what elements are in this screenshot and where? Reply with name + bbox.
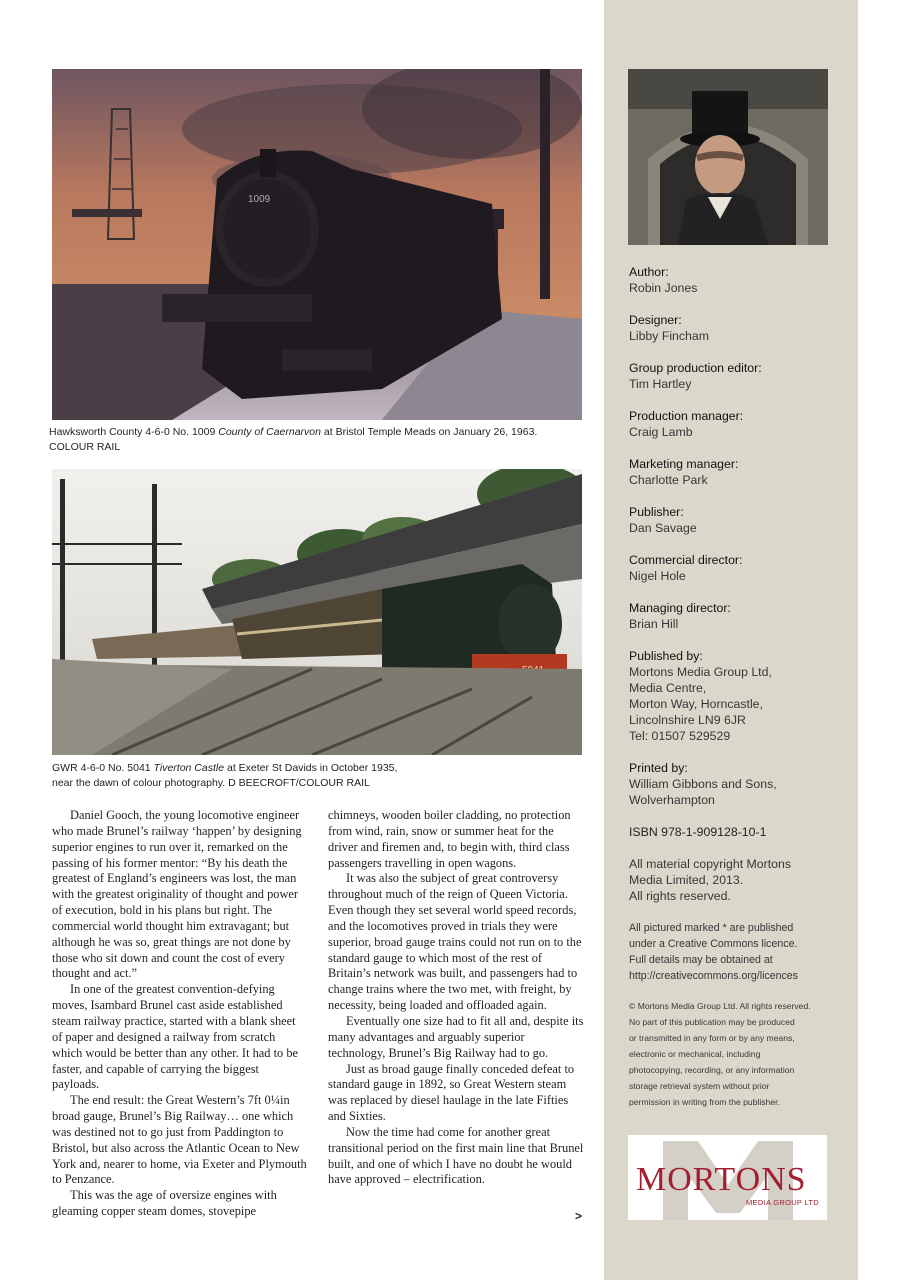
credit-name: Libby Fincham [629,329,709,343]
photo-tiverton-castle [52,469,582,755]
credit-marketing-manager [629,456,844,488]
logo-wordmark: MORTONS [636,1161,807,1198]
caption-1-credit: COLOUR RAIL [49,441,121,453]
article-paragraph: This was the age of oversize engines with gleaming copper steam domes, stovepipe [52,1188,277,1219]
credit-role: Production manager: [629,409,744,423]
article-paragraph: In one of the greatest convention-defying moves, Isambard Brunel cast aside established steam railway practice, started with a blank sheet of paper and designed a railway from scratch which would be better than any other. It had to be faster, and capable of carrying the biggest payloads. [52,982,299,1092]
caption-1-text: Hawksworth County 4-6-0 No. 1009 [49,426,219,438]
credit-name: Mortons Media Group Ltd, Media Centre, Morton Way, Horncastle, Lincolnshire LN9 6JR Tel: 01507 529529 [629,665,772,743]
article-paragraph: Daniel Gooch, the young locomotive engineer who made Brunel’s railway ‘happen’ by designing superior engines to run over it, remarked on the passing of his former mentor: “By his death the greatest of England’s engineers was lost, the man with the greatest originality of thought and power of execution, bold in his plans but right. The commercial world thought him extravagant; but although he was so, great things are not done by those who sit down and count the cost of every thought and act.” [52,808,302,981]
caption-1-locomotive-name: County of Caernarvon [218,426,321,438]
credit-role: Marketing manager: [629,457,739,471]
credit-role: Author: [629,265,669,279]
article-paragraph: It was also the subject of great controversy throughout much of the reign of Queen Victoria. Even though they set several world speed records, and the locomotives proved in trials they were superior, broad gauge trains could not run on to the standard gauge to which most of the rest of Britain’s network was built, and passengers had to change trains where the two met, with freight, by necessity, being loaded and offloaded again. [328,871,582,1013]
article-paragraph: The end result: the Great Western’s 7ft 0¼in broad gauge, Brunel’s Big Railway… one which was destined not to go just from Paddington to Bristol, but also across the Atlantic Ocean to New York and, nearer to home, via Exeter and Plymouth to Penzance. [52,1093,307,1187]
portrait-brunel [628,69,828,245]
caption-photo-1 [49,425,604,455]
caption-2-line2: near the dawn of colour photography. D BEECROFT/COLOUR RAIL [52,777,370,789]
copyright-notice: All material copyright Mortons Media Limited, 2013. All rights reserved. [629,857,791,903]
caption-1-location: at Bristol Temple Meads on January 26, 1963. [320,426,538,438]
credit-published-by [629,648,844,744]
article-paragraph: Just as broad gauge finally conceded defeat to standard gauge in 1892, so Great Western steam was replaced by diesel haulage in the late Fifties and Sixties. [328,1061,575,1124]
credit-role: Printed by: [629,761,688,775]
credit-production-manager [629,408,844,440]
credits-block [629,264,844,1110]
credit-name: Tim Hartley [629,377,692,391]
article-paragraph-continued: chimneys, wooden boiler cladding, no protection from wind, rain, snow or summer heat for the driver and firemen and, to begin with, third class passengers travelling in open wagons. [328,808,571,870]
credit-group-production-editor [629,360,844,392]
mortons-logo [628,1135,827,1220]
credit-role: Publisher: [629,505,684,519]
credit-name: Robin Jones [629,281,698,295]
engine-number-1009: 1009 [248,194,271,205]
credit-publisher [629,504,844,536]
credit-printed-by [629,760,844,808]
article-column-1 [52,808,307,1220]
credit-name: William Gibbons and Sons, Wolverhampton [629,777,777,807]
credit-commercial-director [629,552,844,584]
legal-notice: © Mortons Media Group Ltd. All rights reserved. No part of this publication may be produced or transmitted in any form or by any means, electronic or mechanical, including photocopying, recording, or any information storage retrieval system without prior permission in writing from the publisher. [629,1001,811,1107]
caption-photo-2 [52,761,607,791]
caption-2-location: at Exeter St Davids in October 1935, [224,762,398,774]
credit-name: Dan Savage [629,521,697,535]
photo-county-of-caernarvon [52,69,582,420]
credit-role: Published by: [629,649,703,663]
continue-arrow: > [575,1209,583,1223]
credit-role: Designer: [629,313,682,327]
credit-author [629,264,844,296]
article-paragraph: Eventually one size had to fit all and, despite its many advantages and arguably superior technology, Brunel’s Big Railway had to go. [328,1013,584,1060]
credit-role: Commercial director: [629,553,743,567]
caption-2-text: GWR 4-6-0 No. 5041 [52,762,154,774]
credit-managing-director [629,600,844,632]
caption-2-locomotive-name: Tiverton Castle [153,762,225,774]
credit-role: Managing director: [629,601,731,615]
article-paragraph: Now the time had come for another great transitional period on the first main line that Brunel built, and one of which I have no doubt he would have approved – electrification. [328,1124,584,1187]
article-column-2 [328,808,584,1188]
credit-name: Nigel Hole [629,569,686,583]
credit-name: Charlotte Park [629,473,708,487]
credit-name: Craig Lamb [629,425,693,439]
credit-designer [629,312,844,344]
credit-name: Brian Hill [629,617,679,631]
creative-commons-notice: All pictured marked * are published under a Creative Commons licence. Full details may be obtained at http://creativecommons.org/licences [629,922,798,982]
logo-subtitle: MEDIA GROUP LTD [746,1198,819,1207]
credit-role: Group production editor: [629,361,762,375]
isbn: ISBN 978-1-909128-10-1 [629,825,767,839]
